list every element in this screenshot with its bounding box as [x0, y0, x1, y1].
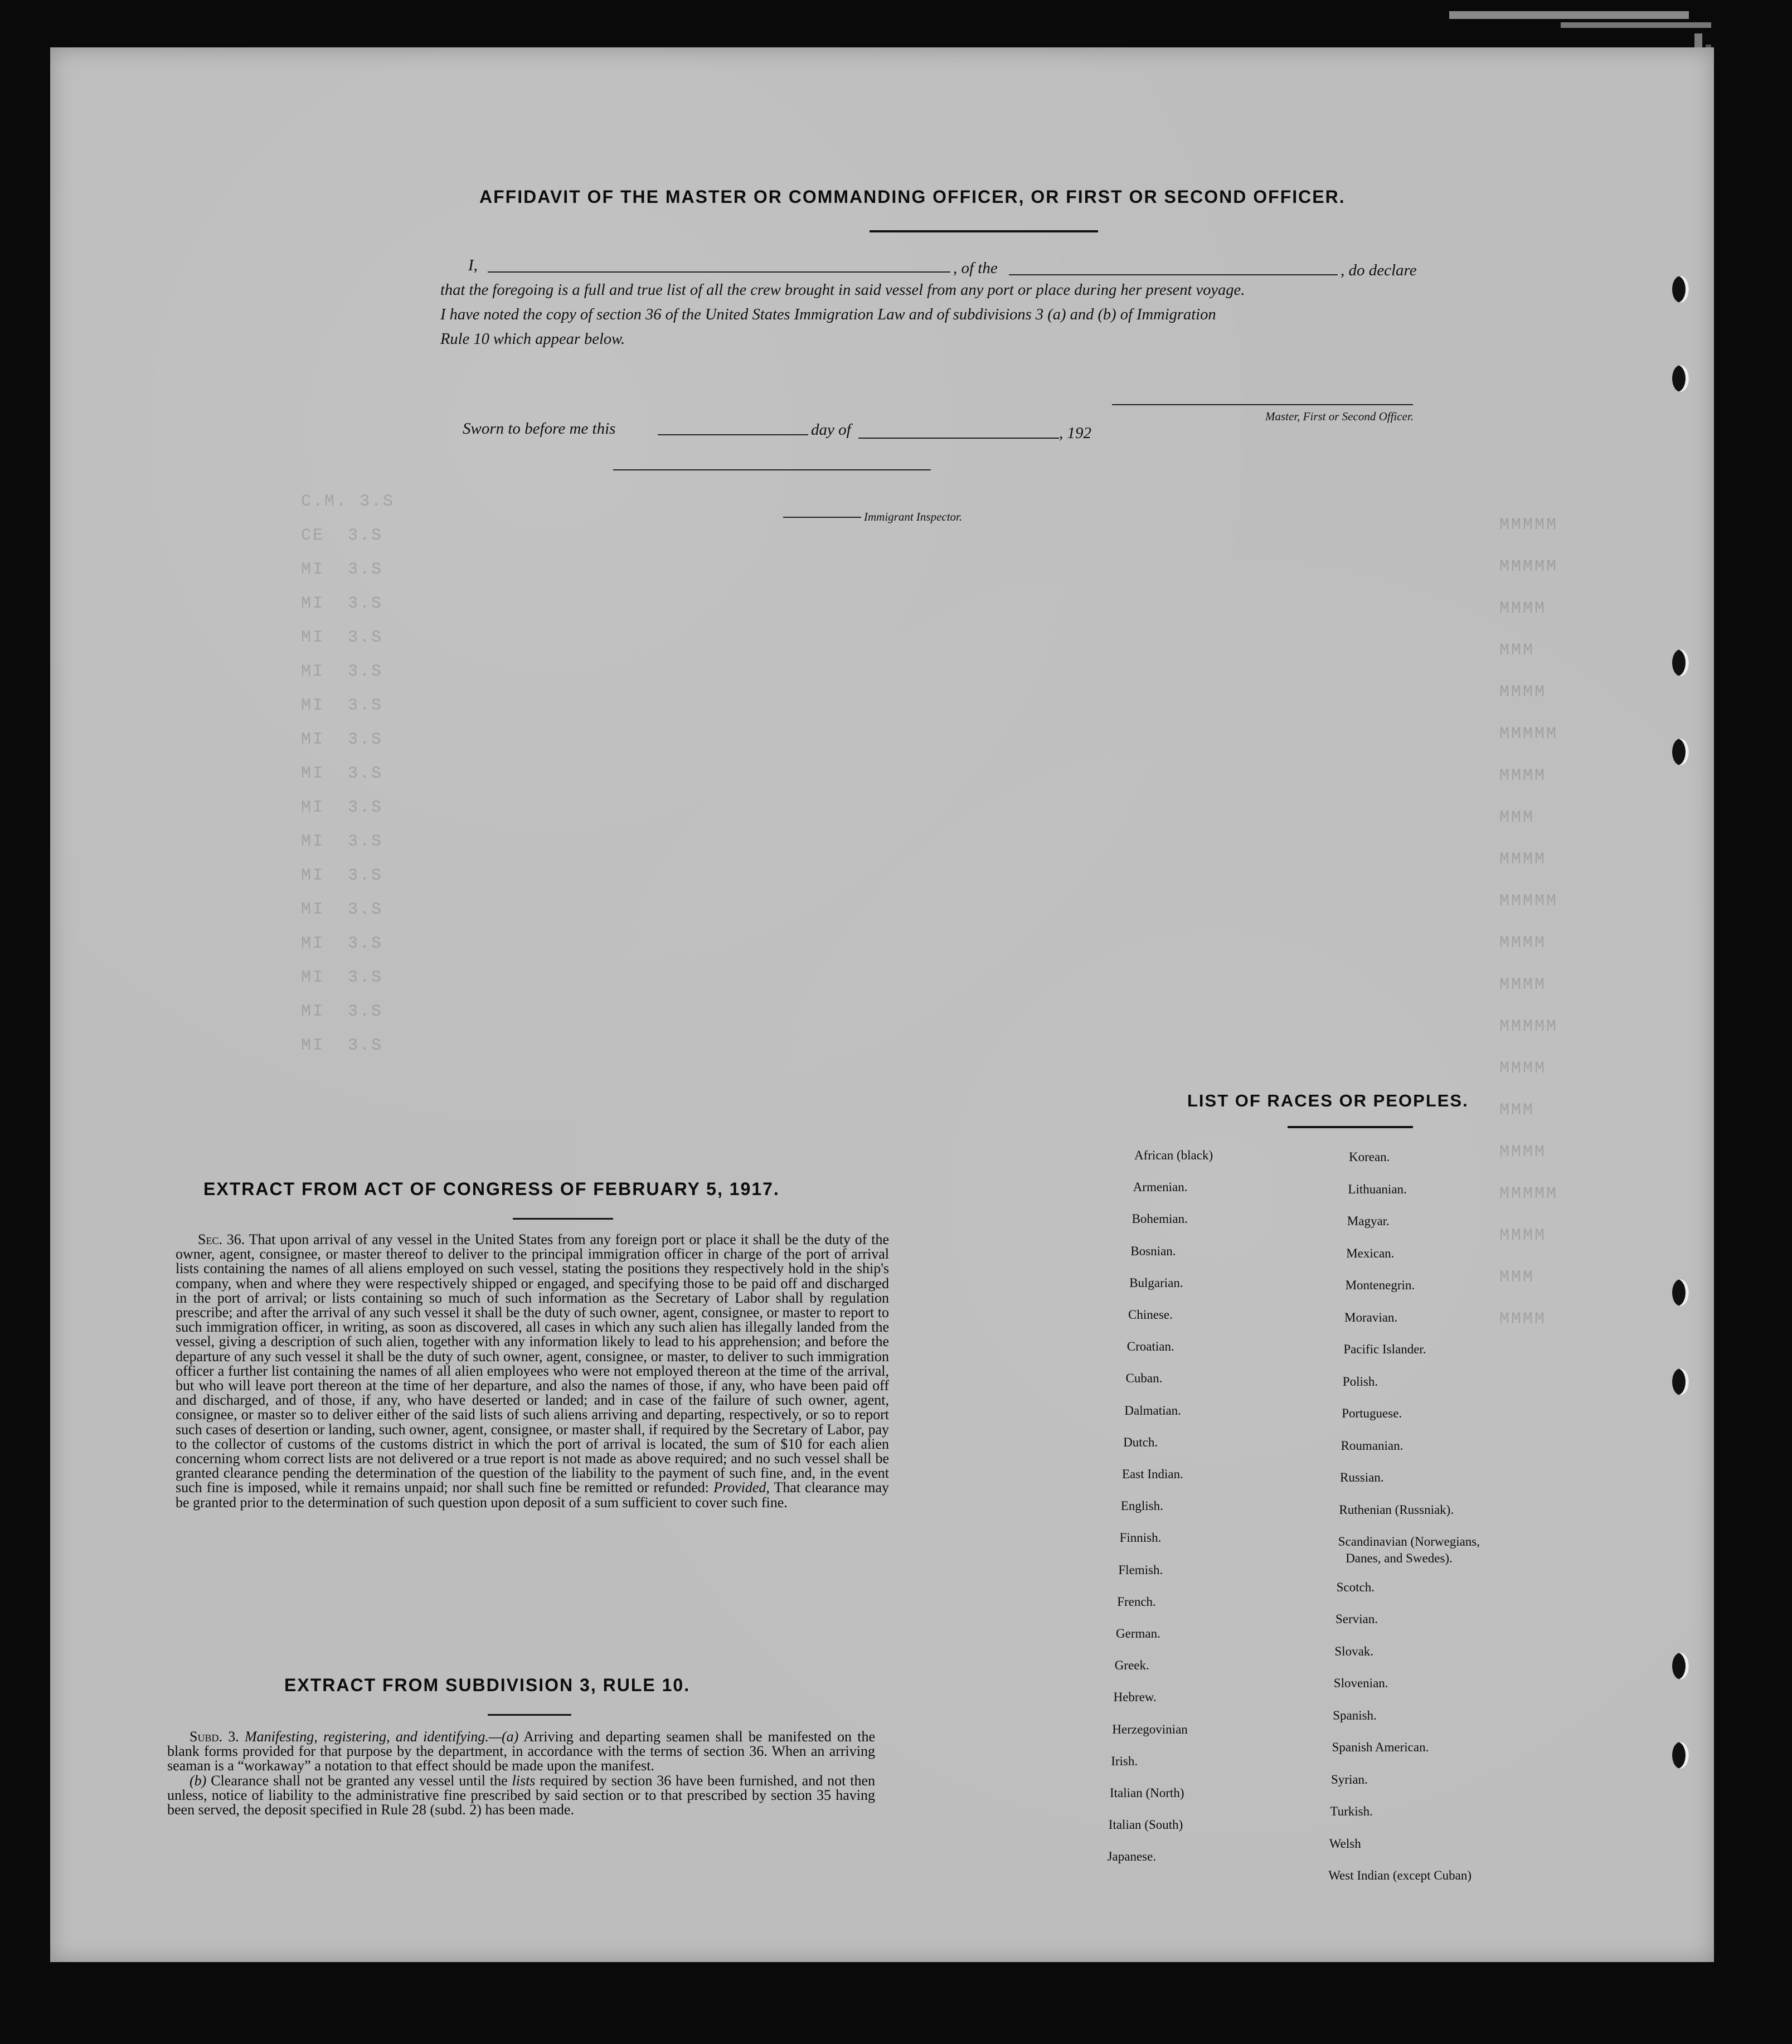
race-item: Roumanian. — [1341, 1438, 1404, 1453]
race-item: Montenegrin. — [1345, 1278, 1415, 1292]
race-item: Bosnian. — [1130, 1244, 1176, 1258]
race-item: Slovak. — [1334, 1644, 1374, 1658]
act-title-rule — [513, 1218, 613, 1220]
rule-title: EXTRACT FROM SUBDIVISION 3, RULE 10. — [284, 1675, 691, 1695]
race-item: French. — [1117, 1594, 1156, 1609]
race-item: Magyar. — [1347, 1214, 1390, 1228]
sworn-prefix: Sworn to before me this — [463, 420, 616, 438]
race-item: English. — [1120, 1499, 1163, 1513]
race-item: Korean. — [1349, 1150, 1390, 1164]
affidavit-title: AFFIDAVIT OF THE MASTER OR COMMANDING OFFICER, OR FIRST OR SECOND OFFICER. — [479, 187, 1346, 207]
vessel-blank[interactable] — [1009, 274, 1338, 275]
race-item: Croatian. — [1126, 1339, 1174, 1354]
inspector-short-blank[interactable] — [783, 517, 861, 518]
race-item: Bohemian. — [1131, 1212, 1188, 1226]
manifest-page — [50, 47, 1714, 1962]
para-b-text-1: Clearance shall not be granted any vessel until the — [211, 1772, 508, 1789]
year-prefix: , 192 — [1059, 424, 1091, 442]
signer-caption: Master, First or Second Officer. — [1265, 410, 1414, 423]
race-item: Italian (South) — [1108, 1818, 1183, 1832]
sworn-month-blank[interactable] — [858, 438, 1059, 439]
punch-hole — [1672, 1279, 1689, 1306]
inspector-signature-blank[interactable] — [613, 469, 931, 470]
race-item: Polish. — [1342, 1374, 1378, 1388]
signature-blank[interactable] — [1112, 404, 1413, 405]
name-blank[interactable] — [488, 271, 950, 273]
race-item: East Indian. — [1122, 1467, 1183, 1481]
affidavit-line-2: I have noted the copy of section 36 of the United States Immigration Law and of subdivisions 3 (a) and (b) of Immigration — [440, 306, 1216, 323]
race-item: Ruthenian (Russniak). — [1339, 1502, 1454, 1517]
punch-hole — [1672, 1742, 1689, 1769]
race-item: German. — [1116, 1627, 1160, 1640]
race-item: Scandinavian (Norwegians, — [1338, 1535, 1480, 1548]
race-item: Greek. — [1114, 1658, 1149, 1673]
affidavit-title-rule — [870, 230, 1098, 232]
act-body-end: That clearance may be granted prior to the determination of such question upon deposit of a sum sufficient to cover such fine. — [176, 1479, 890, 1511]
race-item: Finnish. — [1119, 1531, 1162, 1545]
punch-hole — [1672, 739, 1689, 765]
race-item: Moravian. — [1344, 1310, 1398, 1324]
race-item: Portuguese. — [1342, 1406, 1402, 1420]
race-item: Danes, and Swedes). — [1346, 1551, 1453, 1565]
punch-hole — [1672, 1653, 1689, 1679]
race-item: Welsh — [1329, 1836, 1361, 1851]
affidavit-line-1: that the foregoing is a full and true list of all the crew brought in said vessel from any port or place during her present voyage. — [440, 281, 1245, 299]
race-item: Dutch. — [1123, 1435, 1158, 1449]
day-of-label: day of — [811, 421, 851, 439]
race-item: African (black) — [1134, 1148, 1213, 1162]
races-title: LIST OF RACES OR PEOPLES. — [1187, 1091, 1469, 1110]
race-item: West Indian (except Cuban) — [1328, 1868, 1472, 1882]
race-item: Hebrew. — [1113, 1690, 1157, 1705]
race-item: Russian. — [1340, 1470, 1384, 1484]
affidavit-of-the-label: , of the — [953, 259, 998, 277]
race-item: Dalmatian. — [1124, 1403, 1181, 1417]
para-b-label: (b) — [190, 1772, 207, 1789]
stacked-page-edge — [1561, 22, 1711, 28]
punch-hole — [1672, 365, 1689, 392]
stacked-page-edge — [1449, 11, 1689, 19]
race-item: Italian (North) — [1110, 1786, 1184, 1800]
subd-heading: Manifesting, registering, and identifying. — [245, 1729, 489, 1745]
para-a-text: Arriving and departing seamen shall be manifested on the blank forms provided for that purpose by the department, in accordance with the terms of section 36. When an arriving seaman is a “workaway” a notation to that effect should be made upon the manifest. — [167, 1729, 875, 1774]
punch-hole — [1672, 276, 1689, 303]
inspector-caption: Immigrant Inspector. — [864, 510, 963, 523]
race-item: Chinese. — [1128, 1308, 1173, 1322]
race-item: Herzegovinian — [1112, 1722, 1188, 1736]
race-item: Flemish. — [1118, 1562, 1163, 1577]
bleed-through-text: MMMMM MMMMM MMMM MMM MMMM MMMMM MMMM MMM MMMM MMMMM MMMM MMMM MMMMM MMMM MMM MMMM MMMMM MMMM MMM MMMM — [1499, 516, 1558, 1329]
races-title-rule — [1288, 1126, 1413, 1128]
race-item: Pacific Islander. — [1343, 1342, 1426, 1356]
race-item: Irish. — [1111, 1754, 1138, 1768]
affidavit-line-3: Rule 10 which appear below. — [440, 331, 625, 348]
act-title: EXTRACT FROM ACT OF CONGRESS OF FEBRUARY 5, 1917. — [203, 1179, 780, 1199]
bleed-through-text: C.M. 3.S CE 3.S MI 3.S MI 3.S MI 3.S MI 3.S MI 3.S MI 3.S MI 3.S MI 3.S MI 3.S MI 3.S MI 3.S MI 3.S MI 3.S MI 3.S MI 3.S — [301, 492, 395, 1055]
act-section-label: Sec. 36. — [198, 1231, 245, 1247]
race-item: Syrian. — [1331, 1772, 1368, 1786]
punch-hole — [1672, 1368, 1689, 1395]
race-item: Mexican. — [1346, 1246, 1395, 1260]
affidavit-do-declare: , do declare — [1341, 261, 1417, 279]
race-item: Slovenian. — [1333, 1676, 1388, 1690]
act-provided-label: Provided, — [713, 1479, 770, 1496]
race-item: Scotch. — [1336, 1580, 1375, 1594]
race-item: Bulgarian. — [1129, 1275, 1183, 1290]
affidavit-i-label: I, — [468, 256, 478, 274]
race-item: Japanese. — [1107, 1849, 1157, 1864]
para-a-label: —(a) — [488, 1729, 519, 1745]
race-item: Servian. — [1335, 1612, 1378, 1626]
race-item: Armenian. — [1133, 1180, 1188, 1195]
race-item: Lithuanian. — [1348, 1182, 1407, 1196]
para-b-text-2: required by section 36 have been furnished, and not then unless, notice of liability to the administrative fine prescribed by said section or to that prescribed by section 35 having been served, the deposit specified in Rule 28 (subd. 2) has been made. — [167, 1772, 875, 1818]
para-b-lists: lists — [512, 1772, 536, 1789]
punch-hole — [1672, 649, 1689, 676]
act-section-36-text — [176, 1232, 889, 1510]
rule-title-rule — [488, 1714, 571, 1716]
rule-subdivision-text — [167, 1730, 875, 1817]
race-item: Turkish. — [1330, 1804, 1373, 1818]
race-item: Spanish. — [1333, 1708, 1377, 1722]
race-item: Cuban. — [1125, 1371, 1163, 1386]
race-item: Spanish American. — [1332, 1740, 1429, 1754]
subd-label: Subd. 3. — [190, 1729, 239, 1745]
act-body: That upon arrival of any vessel in the United States from any foreign port or place it shall be the duty of the owner, agent, consignee, or master thereof to deliver to the principal immigration officer in charge of the port of arrival lists containing the names of all aliens employed on such vessel, stating the positions they respectively hold in the ship's company, when and where they were respectively shipped or engaged, and specifying those to be paid off and discharged in the port of arrival; or lists containing so much of such information as the Secretary of Labor shall by regulation prescribe; and after the arrival of any such vessel it shall be the duty of such owner, agent, consignee, or master to report to such immigration officer, in writing, as soon as discovered, all cases in which any such alien has illegally landed from the vessel, giving a description of such alien, together with any information likely to lead to his apprehension; and before the departure of any such vessel it shall be the duty of such owner, agent, consignee, or master, to deliver to such immigration officer a further list containing the names of all alien employees who were not employed thereon at the time of the arrival, but who will leave port thereon at the time of her departure, and also the names of those, if any, who have been paid off and discharged, and of those, if any, who have deserted or landed; and in case of the failure of such owner, agent, consignee, or master so to deliver either of the said lists of such aliens arriving and departing, respectively, or so to report such cases of desertion or landing, such owner, agent, consignee, or master shall, if required by the Secretary of Labor, pay to the collector of customs of the customs district in which the port of arrival is located, the sum of $10 for each alien concerning whom correct lists are not delivered or a true report is not made as above required; and no such vessel shall be granted clearance pending the determination of the question of the liability to the payment of such fine, and, in the event such fine is imposed, while it remains unpaid; nor shall such fine be remitted or refunded: — [176, 1231, 889, 1496]
sworn-day-blank[interactable] — [658, 434, 808, 435]
